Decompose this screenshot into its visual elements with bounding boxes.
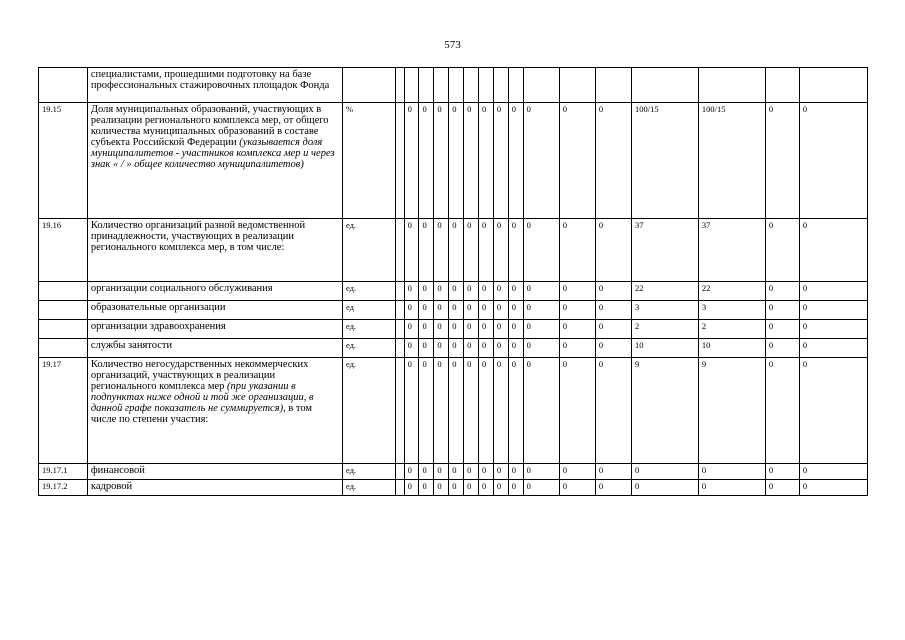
- value-cell: [464, 68, 479, 103]
- value-cell: 0: [464, 320, 479, 339]
- value-cell: 0: [799, 301, 867, 320]
- value-cell: 0: [595, 464, 631, 480]
- value-cell: 0: [631, 464, 698, 480]
- indicator-name: [87, 320, 342, 339]
- value-cell: 0: [434, 480, 449, 496]
- value-cell: 0: [559, 480, 595, 496]
- value-cell: [765, 68, 799, 103]
- value-cell: 0: [419, 339, 434, 358]
- indicator-name-tail: , в том числе по степени участия:: [90, 403, 313, 425]
- value-cell: 0: [765, 320, 799, 339]
- value-cell: 0: [508, 358, 523, 464]
- value-cell: 0: [799, 464, 867, 480]
- value-cell: [419, 68, 434, 103]
- indicator-name: [87, 68, 342, 103]
- value-cell: 3: [698, 301, 765, 320]
- value-cell: 0: [698, 464, 765, 480]
- value-cell: [493, 68, 508, 103]
- value-cell: 22: [698, 282, 765, 301]
- value-cell: 0: [595, 358, 631, 464]
- value-cell: 0: [595, 282, 631, 301]
- value-cell: 0: [523, 358, 559, 464]
- indicator-name-text: организации здравоохранения: [90, 321, 226, 332]
- unit-cell: ед.: [342, 320, 395, 339]
- value-cell: [404, 68, 419, 103]
- value-cell: 0: [493, 320, 508, 339]
- spacer-cell: [396, 68, 405, 103]
- value-cell: 0: [765, 480, 799, 496]
- indicator-name: [87, 301, 342, 320]
- unit-cell: %: [342, 103, 395, 219]
- value-cell: 0: [434, 301, 449, 320]
- value-cell: 0: [559, 219, 595, 282]
- value-cell: 37: [631, 219, 698, 282]
- indicator-name-text: организации социального обслуживания: [90, 283, 273, 294]
- indicator-name: [87, 358, 342, 464]
- value-cell: [698, 68, 765, 103]
- value-cell: 0: [419, 219, 434, 282]
- value-cell: 0: [595, 301, 631, 320]
- value-cell: 0: [449, 480, 464, 496]
- value-cell: 0: [595, 103, 631, 219]
- value-cell: 0: [464, 219, 479, 282]
- unit-cell: ед.: [342, 358, 395, 464]
- table-row: [39, 219, 868, 282]
- table-row: [39, 464, 868, 480]
- value-cell: 0: [595, 339, 631, 358]
- value-cell: 0: [478, 358, 493, 464]
- value-cell: 0: [478, 464, 493, 480]
- value-cell: [523, 68, 559, 103]
- value-cell: 0: [799, 219, 867, 282]
- value-cell: 0: [559, 464, 595, 480]
- table-row: [39, 480, 868, 496]
- value-cell: 0: [434, 464, 449, 480]
- value-cell: [478, 68, 493, 103]
- indicator-name-text: Доля муниципальных образований, участвующих в реализации регионального комплекса мер, от общего количества муниципальных образований в составе субъекта Российской Федерации: [90, 104, 329, 148]
- value-cell: 0: [523, 282, 559, 301]
- value-cell: 0: [404, 339, 419, 358]
- value-cell: 0: [523, 480, 559, 496]
- indicator-note: (при указании в подпунктах ниже одной и той же организации, в данной графе показатель не суммируется): [90, 381, 314, 414]
- spacer-cell: [396, 464, 405, 480]
- table-row: [39, 68, 868, 103]
- spacer-cell: [396, 480, 405, 496]
- value-cell: 0: [449, 282, 464, 301]
- value-cell: 0: [419, 480, 434, 496]
- table-row: [39, 320, 868, 339]
- spacer-cell: [396, 219, 405, 282]
- value-cell: 9: [631, 358, 698, 464]
- row-number: 19.17.1: [39, 464, 88, 480]
- unit-cell: ед.: [342, 339, 395, 358]
- value-cell: 0: [799, 480, 867, 496]
- value-cell: 0: [404, 103, 419, 219]
- value-cell: 0: [464, 282, 479, 301]
- value-cell: 0: [799, 320, 867, 339]
- value-cell: 0: [523, 103, 559, 219]
- spacer-cell: [396, 282, 405, 301]
- value-cell: 0: [464, 103, 479, 219]
- indicator-name-text: специалистами, прошедшими подготовку на базе профессиональных стажировочных площадок Фонда: [90, 69, 330, 91]
- value-cell: 0: [765, 464, 799, 480]
- value-cell: 0: [419, 464, 434, 480]
- indicator-name-text: службы занятости: [90, 340, 173, 351]
- value-cell: 0: [559, 282, 595, 301]
- value-cell: 0: [559, 320, 595, 339]
- value-cell: 100/15: [698, 103, 765, 219]
- value-cell: [559, 68, 595, 103]
- value-cell: 3: [631, 301, 698, 320]
- value-cell: 0: [449, 320, 464, 339]
- indicator-name-text: финансовой: [90, 465, 145, 476]
- indicator-name: [87, 219, 342, 282]
- value-cell: [799, 68, 867, 103]
- row-number: [39, 339, 88, 358]
- row-number: 19.17.2: [39, 480, 88, 496]
- page-number: 573: [444, 39, 461, 51]
- value-cell: 0: [464, 480, 479, 496]
- indicator-name-text: образовательные организации: [90, 302, 226, 313]
- value-cell: 0: [419, 103, 434, 219]
- value-cell: 0: [493, 464, 508, 480]
- value-cell: 0: [449, 219, 464, 282]
- value-cell: 0: [449, 464, 464, 480]
- value-cell: 9: [698, 358, 765, 464]
- value-cell: 0: [523, 219, 559, 282]
- unit-cell: ед.: [342, 282, 395, 301]
- value-cell: 0: [449, 339, 464, 358]
- indicator-name: [87, 339, 342, 358]
- value-cell: 0: [559, 339, 595, 358]
- value-cell: 0: [631, 480, 698, 496]
- value-cell: 0: [493, 103, 508, 219]
- unit-cell: ед: [342, 301, 395, 320]
- value-cell: 0: [508, 339, 523, 358]
- unit-cell: ед.: [342, 219, 395, 282]
- value-cell: 0: [523, 339, 559, 358]
- value-cell: 0: [595, 480, 631, 496]
- value-cell: 0: [559, 301, 595, 320]
- value-cell: 0: [449, 301, 464, 320]
- value-cell: [595, 68, 631, 103]
- value-cell: 0: [449, 358, 464, 464]
- table-row: [39, 339, 868, 358]
- indicators-table: [38, 67, 868, 496]
- value-cell: 0: [799, 103, 867, 219]
- value-cell: 10: [698, 339, 765, 358]
- value-cell: 0: [508, 464, 523, 480]
- value-cell: 0: [523, 320, 559, 339]
- value-cell: 0: [419, 320, 434, 339]
- indicator-name: [87, 103, 342, 219]
- value-cell: 0: [493, 219, 508, 282]
- value-cell: 0: [478, 480, 493, 496]
- value-cell: 0: [478, 301, 493, 320]
- indicator-name-text: Количество организаций разной ведомственной принадлежности, участвующих в реализации регионального комплекса мер, в том числе:: [90, 220, 306, 253]
- value-cell: 2: [698, 320, 765, 339]
- value-cell: 0: [464, 358, 479, 464]
- value-cell: 0: [523, 464, 559, 480]
- value-cell: 0: [765, 282, 799, 301]
- value-cell: 0: [493, 480, 508, 496]
- row-number: [39, 68, 88, 103]
- value-cell: 0: [404, 358, 419, 464]
- value-cell: 0: [493, 301, 508, 320]
- value-cell: 0: [765, 339, 799, 358]
- value-cell: 0: [404, 282, 419, 301]
- spacer-cell: [396, 320, 405, 339]
- spacer-cell: [396, 358, 405, 464]
- value-cell: 0: [765, 219, 799, 282]
- value-cell: 0: [434, 219, 449, 282]
- value-cell: 0: [419, 358, 434, 464]
- value-cell: 0: [799, 282, 867, 301]
- value-cell: 0: [478, 320, 493, 339]
- value-cell: 0: [508, 480, 523, 496]
- indicator-name-text: кадровой: [90, 481, 133, 492]
- value-cell: [434, 68, 449, 103]
- value-cell: 0: [799, 358, 867, 464]
- row-number: [39, 320, 88, 339]
- value-cell: 0: [765, 103, 799, 219]
- value-cell: 37: [698, 219, 765, 282]
- value-cell: 0: [464, 339, 479, 358]
- value-cell: 22: [631, 282, 698, 301]
- value-cell: 0: [449, 103, 464, 219]
- value-cell: 0: [434, 339, 449, 358]
- value-cell: 0: [799, 339, 867, 358]
- value-cell: 0: [478, 103, 493, 219]
- value-cell: 2: [631, 320, 698, 339]
- value-cell: 0: [404, 301, 419, 320]
- spacer-cell: [396, 301, 405, 320]
- value-cell: 0: [559, 358, 595, 464]
- table-row: [39, 103, 868, 219]
- value-cell: 0: [434, 358, 449, 464]
- value-cell: 0: [508, 282, 523, 301]
- value-cell: 0: [404, 480, 419, 496]
- value-cell: 0: [508, 219, 523, 282]
- value-cell: 0: [434, 282, 449, 301]
- value-cell: [631, 68, 698, 103]
- unit-cell: [342, 68, 395, 103]
- value-cell: 0: [493, 339, 508, 358]
- row-number: 19.17: [39, 358, 88, 464]
- value-cell: 0: [508, 301, 523, 320]
- table-row: [39, 301, 868, 320]
- value-cell: 0: [478, 282, 493, 301]
- row-number: [39, 282, 88, 301]
- value-cell: 0: [559, 103, 595, 219]
- value-cell: 0: [434, 103, 449, 219]
- value-cell: 0: [419, 301, 434, 320]
- value-cell: 0: [404, 464, 419, 480]
- value-cell: [449, 68, 464, 103]
- value-cell: 0: [508, 103, 523, 219]
- value-cell: 0: [595, 219, 631, 282]
- value-cell: 10: [631, 339, 698, 358]
- table-row: [39, 282, 868, 301]
- value-cell: 0: [508, 320, 523, 339]
- indicator-name: [87, 464, 342, 480]
- value-cell: 0: [478, 219, 493, 282]
- value-cell: 0: [493, 358, 508, 464]
- value-cell: 0: [464, 301, 479, 320]
- table-row: [39, 358, 868, 464]
- indicator-note: (указывается доля муниципалитетов - участников комплекса мер и через знак « / » общее количество муниципалитетов): [90, 137, 335, 170]
- value-cell: 0: [595, 320, 631, 339]
- value-cell: 0: [493, 282, 508, 301]
- value-cell: 0: [404, 219, 419, 282]
- value-cell: 0: [419, 282, 434, 301]
- value-cell: 0: [698, 480, 765, 496]
- value-cell: 100/15: [631, 103, 698, 219]
- unit-cell: ед.: [342, 480, 395, 496]
- row-number: [39, 301, 88, 320]
- spacer-cell: [396, 339, 405, 358]
- row-number: 19.16: [39, 219, 88, 282]
- value-cell: [508, 68, 523, 103]
- spacer-cell: [396, 103, 405, 219]
- indicator-name: [87, 282, 342, 301]
- value-cell: 0: [434, 320, 449, 339]
- value-cell: 0: [464, 464, 479, 480]
- indicator-name: [87, 480, 342, 496]
- unit-cell: ед.: [342, 464, 395, 480]
- value-cell: 0: [765, 301, 799, 320]
- indicator-name-text: Количество негосударственных некоммерческих организаций, участвующих в реализации регионального комплекса мер: [90, 359, 309, 392]
- value-cell: 0: [523, 301, 559, 320]
- value-cell: 0: [478, 339, 493, 358]
- value-cell: 0: [765, 358, 799, 464]
- row-number: 19.15: [39, 103, 88, 219]
- value-cell: 0: [404, 320, 419, 339]
